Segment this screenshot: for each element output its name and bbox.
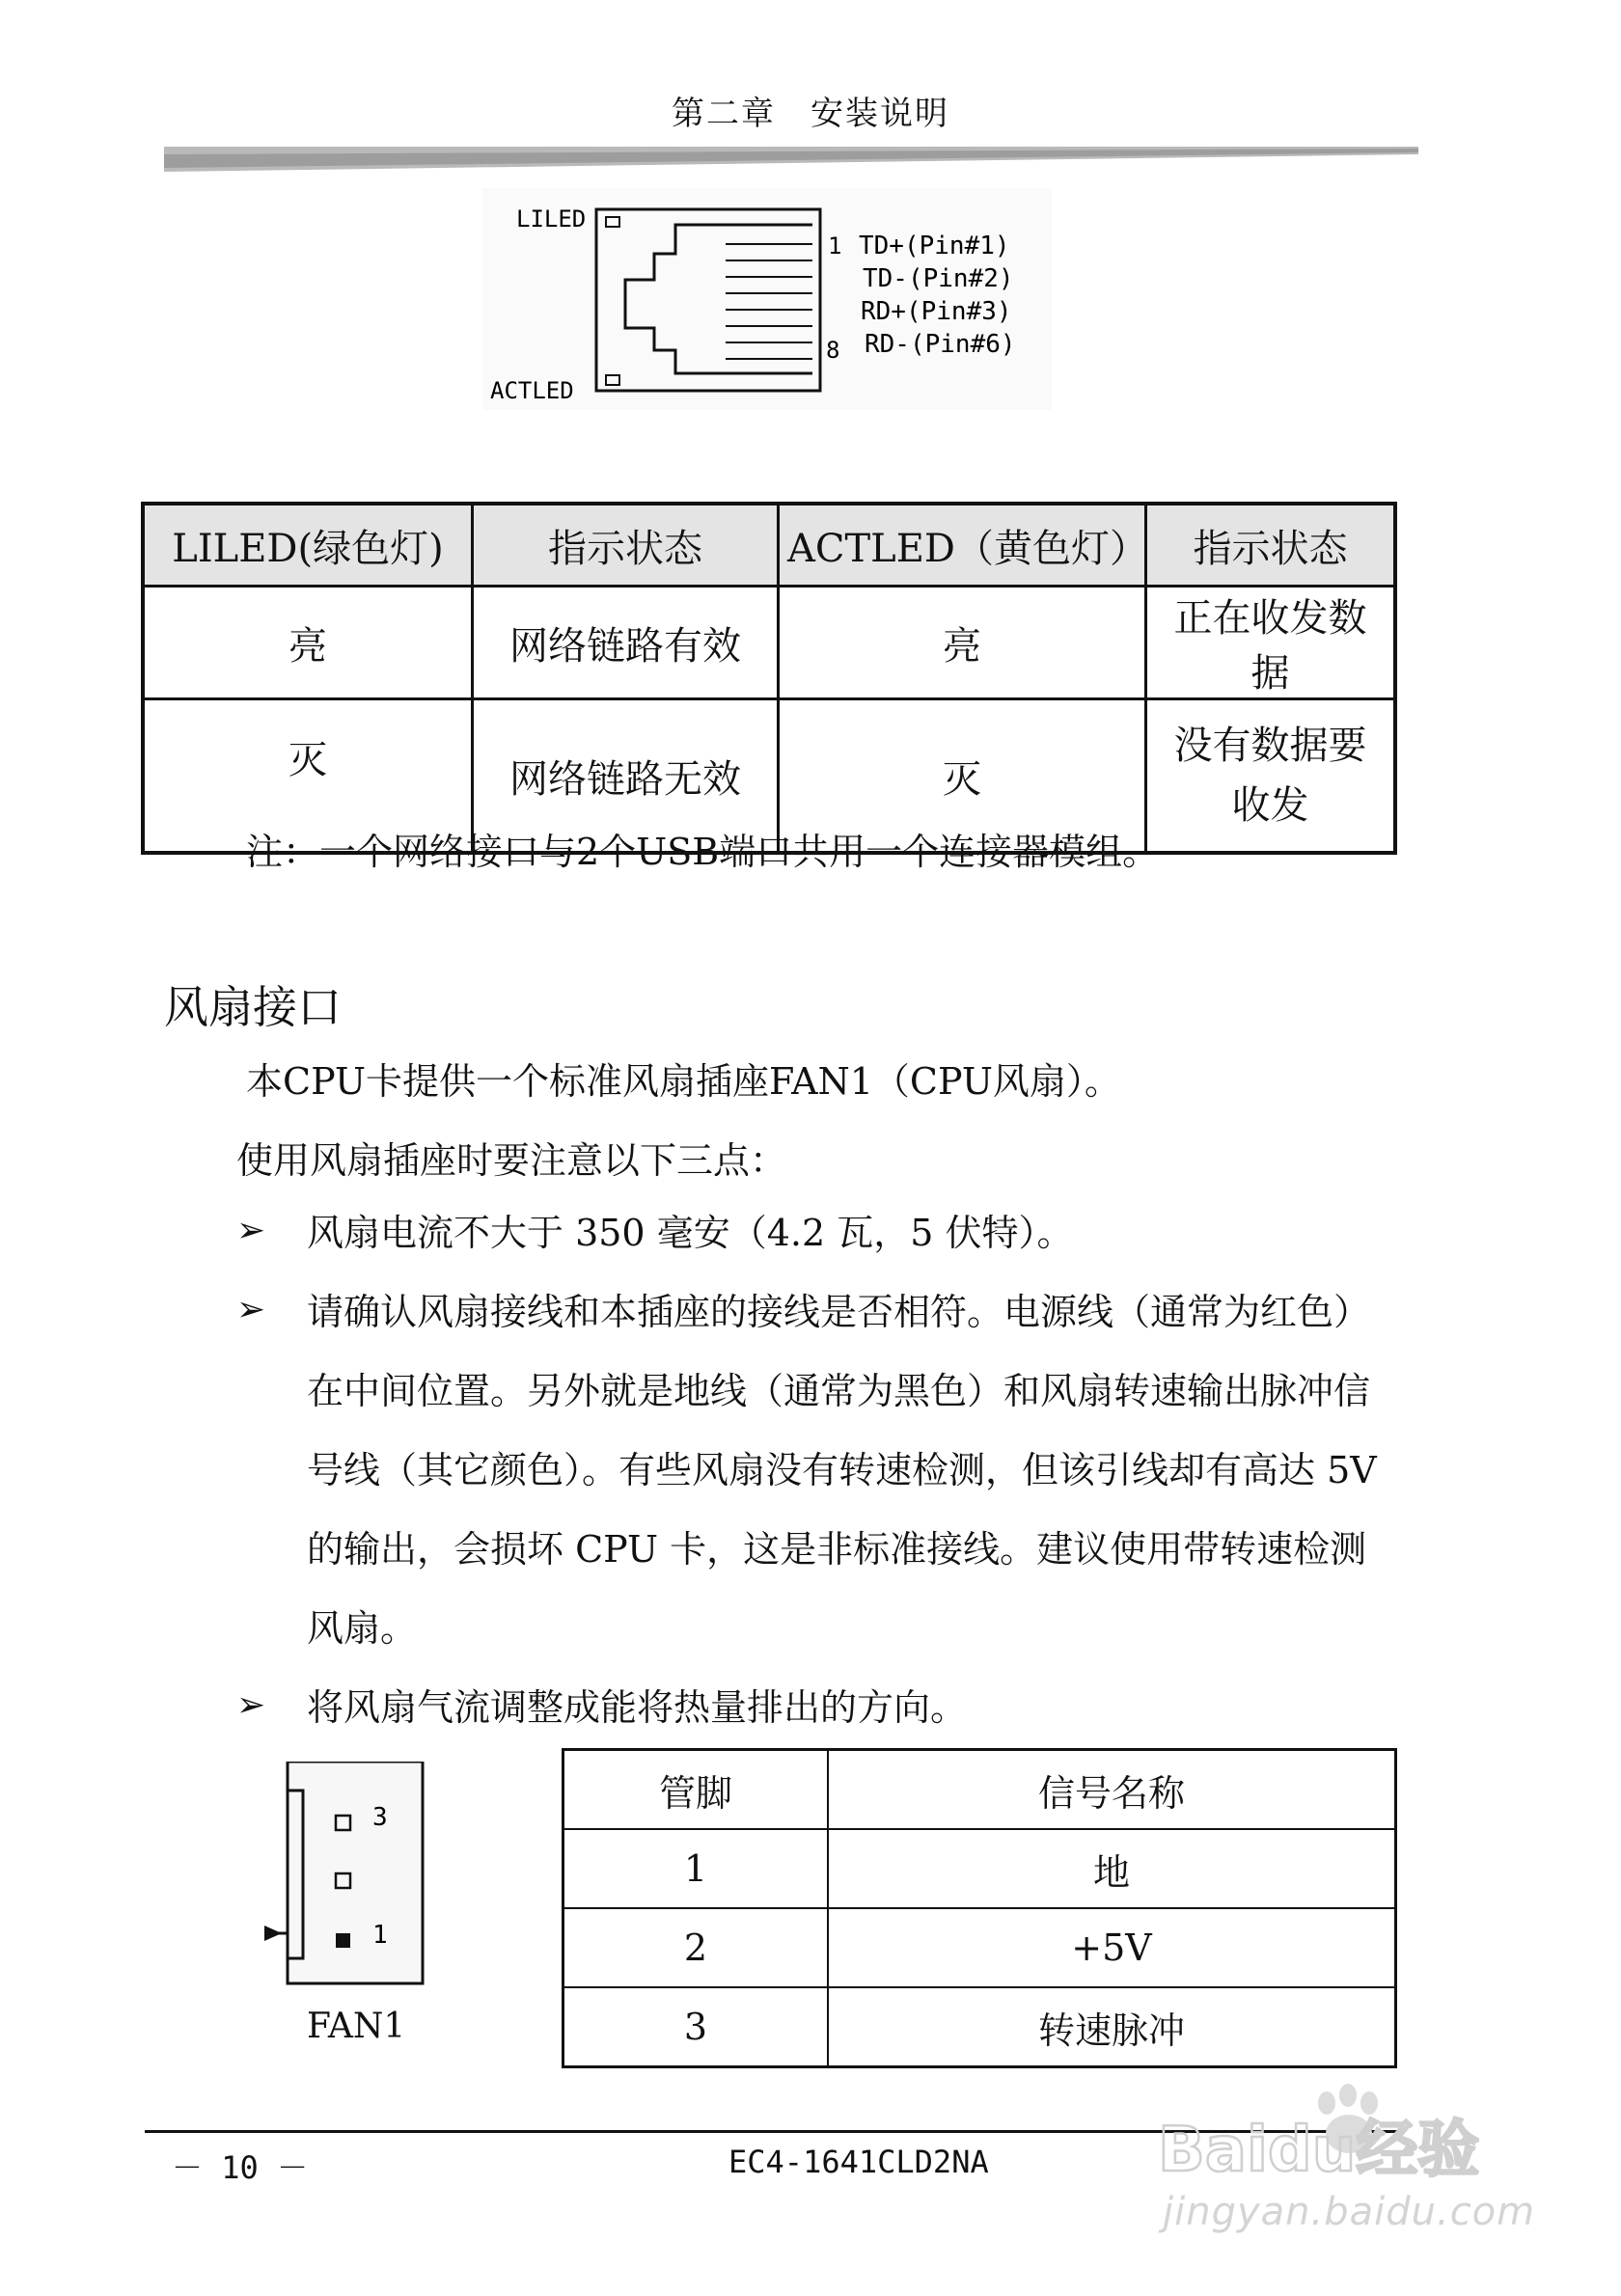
pin-end-label: 8 <box>826 337 840 364</box>
table-cell: 正在收发数据 <box>1146 587 1396 699</box>
watermark-brand: Baidu经验 <box>1158 2115 1480 2180</box>
table-header: 指示状态 <box>1146 504 1396 587</box>
table-header-row <box>563 1750 1396 1830</box>
model-number: EC4-1641CLD2NA <box>728 2144 989 2180</box>
table-cell: 网络链路有效 <box>473 587 779 699</box>
pin-1 <box>336 1933 350 1948</box>
page-number: － 10 － <box>172 2149 309 2186</box>
section-title: 风扇接口 <box>164 981 342 1033</box>
table-cell: 地 <box>828 1829 1396 1908</box>
pin-top-label: 3 <box>372 1803 388 1832</box>
bullet-item: 请确认风扇接线和本插座的接线是否相符。电源线（通常为红色）在中间位置。另外就是地线（通常为黑色）和风扇转速输出脉冲信号线（其它颜色）。有些风扇没有转速检测，但该引线却有高达 5V 的输出，会损坏 CPU 卡，这是非标准接线。建议使用带转速检测风扇。 <box>307 1291 1377 1650</box>
table-row <box>563 1987 1396 2067</box>
table-cell: 2 <box>563 1908 829 1987</box>
bullet-item: 将风扇气流调整成能将热量排出的方向。 <box>307 1686 968 1729</box>
table-row <box>563 1829 1396 1908</box>
bullet-arrow-icon: ➢ <box>236 1211 266 1250</box>
table-cell: 1 <box>563 1829 829 1908</box>
intro-paragraph: 本CPU卡提供一个标准风扇插座FAN1（CPU风扇）。 <box>246 1060 1121 1103</box>
table-header: ACTLED（黄色灯） <box>779 504 1146 587</box>
bullet-arrow-icon: ➢ <box>236 1290 266 1329</box>
label-actled: ACTLED <box>490 377 574 404</box>
table-header: 指示状态 <box>473 504 779 587</box>
label-liled: LILED <box>516 205 587 232</box>
pin-bottom-label: 1 <box>372 1921 388 1950</box>
header-rule <box>164 145 1418 183</box>
table-cell: +5V <box>828 1908 1396 1987</box>
table-cell: 转速脉冲 <box>828 1987 1396 2067</box>
table-cell: 网络链路无效 <box>473 699 779 854</box>
table-header-row <box>143 504 1395 587</box>
table-cell: 灭 <box>779 699 1146 854</box>
notice-paragraph: 使用风扇插座时要注意以下三点： <box>236 1139 787 1182</box>
table-header: LILED(绿色灯) <box>143 504 473 587</box>
table-header: 信号名称 <box>828 1750 1396 1830</box>
led-status-table <box>141 502 1397 855</box>
pin-label-rd-plus: RD+(Pin#3) <box>861 297 1012 326</box>
table-cell: 灭 <box>143 699 473 854</box>
chapter-title: 第二章 安装说明 <box>672 95 949 133</box>
fan1-connector-diagram <box>259 1762 452 1993</box>
table-note: 注：一个网络接口与2个USB端口共用一个连接器模组。 <box>246 831 1160 873</box>
watermark-url: jingyan.baidu.com <box>1163 2190 1536 2234</box>
table-row <box>143 587 1395 699</box>
table-cell: 亮 <box>779 587 1146 699</box>
bullet-item: 风扇电流不大于 350 毫安（4.2 瓦，5 伏特）。 <box>307 1212 1074 1254</box>
table-cell: 3 <box>563 1987 829 2067</box>
pin-label-rd-minus: RD-(Pin#6) <box>865 330 1016 359</box>
baidu-watermark-logo <box>1158 2074 1563 2180</box>
pin-label-td-plus: TD+(Pin#1) <box>859 232 1010 260</box>
pin-start-label: 1 <box>828 232 842 260</box>
table-header: 管脚 <box>563 1750 829 1830</box>
table-cell: 亮 <box>143 587 473 699</box>
fan1-caption: FAN1 <box>307 2007 406 2046</box>
table-cell: 没有数据要收发 <box>1146 699 1396 854</box>
bullet-arrow-icon: ➢ <box>236 1685 266 1725</box>
rj45-connector-diagram <box>482 188 1061 410</box>
fan-pin-table <box>562 1748 1397 2068</box>
pin-label-td-minus: TD-(Pin#2) <box>863 264 1014 293</box>
table-row <box>563 1908 1396 1987</box>
